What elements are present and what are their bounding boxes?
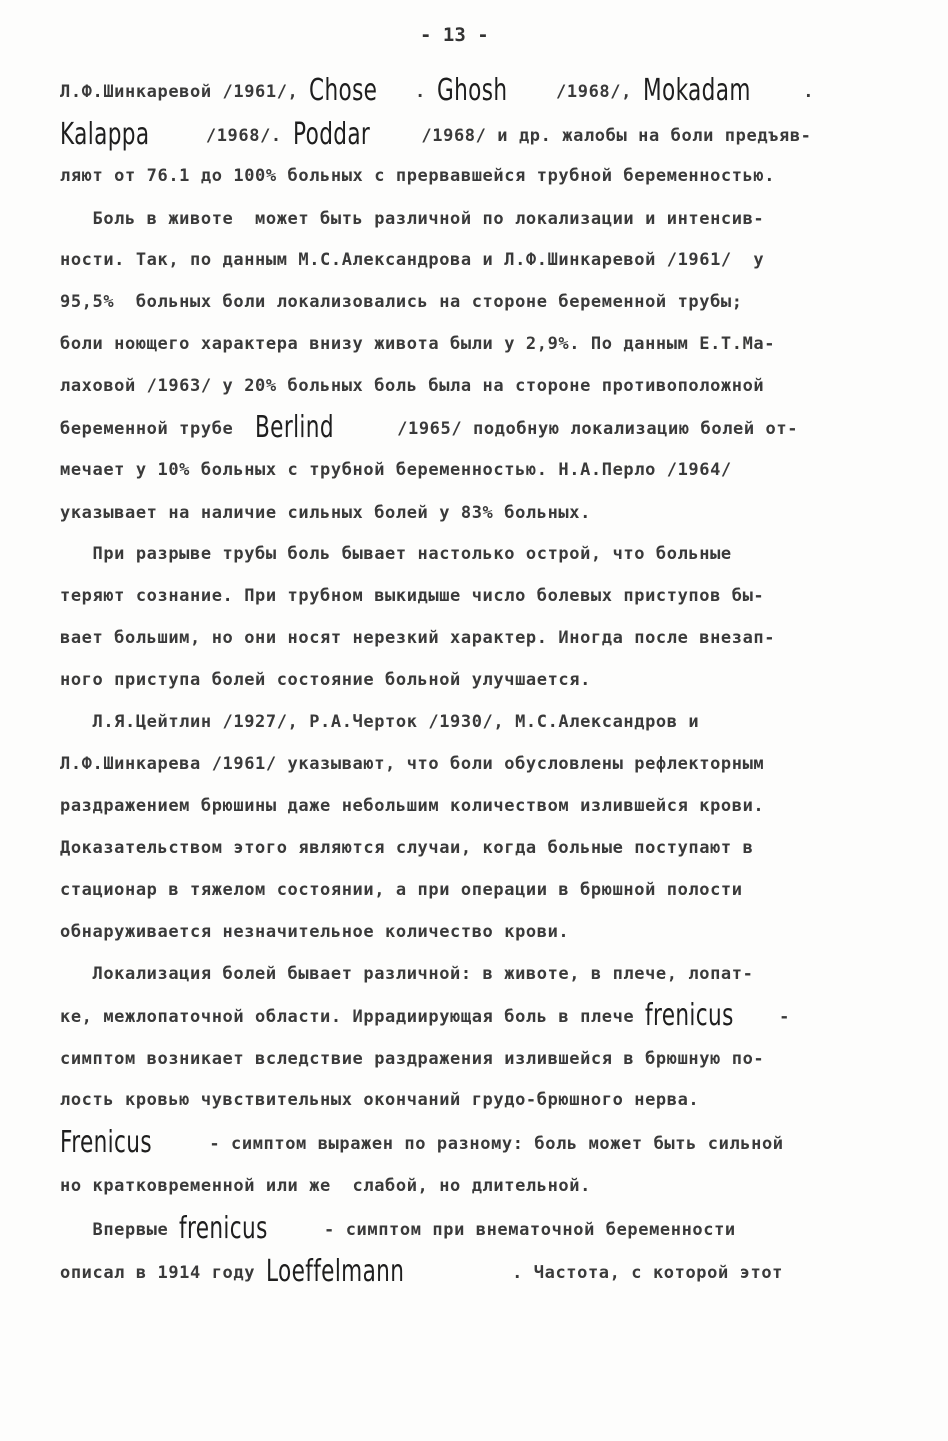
text-line <box>60 289 743 315</box>
text-line <box>60 709 699 735</box>
text-line <box>60 373 764 399</box>
text-line <box>60 877 743 903</box>
typed-text: симптом возникает вследствие раздражения излившейся в брюшную по- <box>60 1049 765 1069</box>
text-line <box>60 410 799 445</box>
text-line <box>60 751 764 777</box>
text-line <box>60 117 812 152</box>
text-line <box>60 667 591 693</box>
typed-text: Л.Я.Цейтлин /1927/, Р.А.Черток /1930/, М.С.Александров и <box>60 712 700 732</box>
typed-text: Доказательством этого являются случаи, когда больные поступают в <box>60 838 754 858</box>
typed-text: . <box>404 82 437 102</box>
typed-text: Боль в животе может быть различной по локализации и интенсив- <box>60 209 765 229</box>
typed-text: ляют от 76.1 до 100% больных с прервавшейся трубной беременностью. <box>60 166 776 186</box>
typed-text: 95,5% больных боли локализовались на стороне беременной трубы; <box>60 292 743 312</box>
text-line <box>60 998 790 1033</box>
typed-text: . Частота, с которой этот <box>457 1263 783 1283</box>
typed-text: /1965/ подобную локализацию болей от- <box>364 419 799 439</box>
typed-text: Л.Ф.Шинкаревой /1961/, <box>60 82 310 102</box>
text-line <box>60 919 569 945</box>
typed-text: стационар в тяжелом состоянии, а при операции в брюшной полости <box>60 880 743 900</box>
text-line <box>60 1254 783 1289</box>
handwritten-insert: Ghosh <box>436 73 508 108</box>
handwritten-insert: frenicus <box>645 998 734 1033</box>
typed-text: мечает у 10% больных с трубной беременностью. Н.А.Перло /1964/ <box>60 460 732 480</box>
text-line <box>60 1125 784 1160</box>
typed-text: /1968/, <box>534 82 643 102</box>
handwritten-insert: Loeffelmann <box>265 1254 405 1289</box>
text-line <box>60 500 591 526</box>
typed-text: /1968/. <box>184 126 293 146</box>
text-line <box>60 835 753 861</box>
typed-text: - <box>768 1007 790 1027</box>
typed-text: боли ноющего характера внизу живота были у 2,9%. По данным Е.Т.Ма- <box>60 334 776 354</box>
typed-text: указывает на наличие сильных болей у 83% больных. <box>60 503 591 523</box>
page-number: - 13 - <box>420 24 489 46</box>
typed-text: ности. Так, по данным М.С.Александрова и Л.Ф.Шинкаревой /1961/ у <box>60 250 765 270</box>
typed-text: раздражением брюшины даже небольшим количеством излившейся крови. <box>60 796 765 816</box>
typed-text: Впервые <box>60 1220 180 1240</box>
typed-text: /1968/ и др. жалобы на боли предъяв- <box>399 126 812 146</box>
typed-text: При разрыве трубы боль бывает настолько острой, что больные <box>60 544 732 564</box>
text-line <box>60 206 764 232</box>
typed-text: беременной трубе <box>60 419 256 439</box>
text-line <box>60 247 764 273</box>
text-line <box>60 1173 591 1199</box>
text-line <box>60 961 753 987</box>
typed-text: лость кровью чувствительных окончаний грудо-брюшного нерва. <box>60 1090 700 1110</box>
text-line <box>60 73 815 108</box>
typed-text: обнаруживается незначительное количество крови. <box>60 922 570 942</box>
text-line <box>60 625 775 651</box>
text-line <box>60 541 732 567</box>
typed-text: описал в 1914 году <box>60 1263 266 1283</box>
typed-text: Локализация болей бывает различной: в животе, в плече, лопат- <box>60 964 754 984</box>
text-line <box>60 457 732 483</box>
typed-text: ке, межлопаточной области. Иррадиирующая боль в плече <box>60 1007 646 1027</box>
typed-text: но кратковременной или же слабой, но длительной. <box>60 1176 591 1196</box>
text-line <box>60 793 764 819</box>
handwritten-insert: frenicus <box>179 1211 268 1246</box>
text-line <box>60 163 775 189</box>
text-line <box>60 1087 699 1113</box>
text-line <box>60 1046 764 1072</box>
handwritten-insert: Mokadam <box>642 73 751 108</box>
typed-text: вает большим, но они носят нерезкий характер. Иногда после внезап- <box>60 628 776 648</box>
handwritten-insert: Berlind <box>255 410 334 445</box>
text-line <box>60 1211 736 1246</box>
typed-text: теряют сознание. При трубном выкидыше число болевых приступов бы- <box>60 586 765 606</box>
text-line <box>60 583 764 609</box>
handwritten-insert: Chose <box>309 73 378 108</box>
handwritten-insert: Frenicus <box>60 1125 152 1160</box>
handwritten-insert: Poddar <box>292 117 370 152</box>
typed-text: Л.Ф.Шинкарева /1961/ указывают, что боли обусловлены рефлекторным <box>60 754 765 774</box>
text-line <box>60 331 775 357</box>
typed-text: - симптом выражен по разному: боль может быть сильной <box>187 1134 784 1154</box>
typed-text: ного приступа болей состояние больной улучшается. <box>60 670 591 690</box>
typed-text: лаховой /1963/ у 20% больных боль была на стороне противоположной <box>60 376 765 396</box>
typed-text: - симптом при внематочной беременности <box>302 1220 736 1240</box>
handwritten-insert: Kalappa <box>60 117 150 152</box>
typed-text: . <box>792 82 815 102</box>
